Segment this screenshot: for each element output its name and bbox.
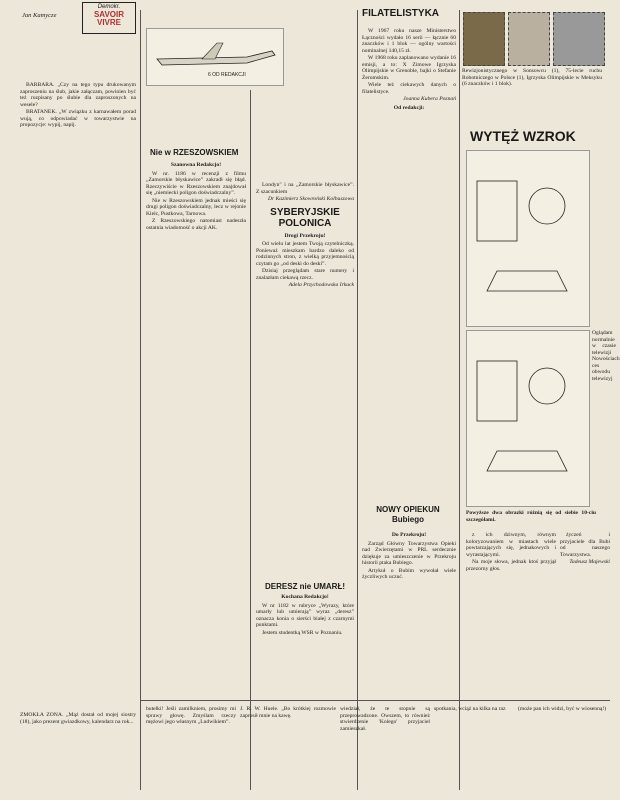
- cartoon-drawing-icon: [467, 331, 589, 506]
- section-title-rzeszow: Nie w RZESZOWSKIEM: [150, 148, 239, 157]
- author-name: Jan Kamycze: [22, 12, 57, 19]
- column-right-edge: Oglądam normalnie w czasie telewizji Nowościach ces obwodu telewizyj: [592, 330, 620, 382]
- paragraph: W 1968 roku zaplanowano wydanie 16 emisji, a to: X Zimowe Igrzyska Olimpijskie w Grenoble, bajki o Stefanie Żeromskim.: [362, 55, 456, 81]
- section-title-deresz: DERESZ nie UMARŁ!: [265, 582, 345, 591]
- paragraph: Artykuł o Bubim wywołał wiele życzliwych uczuć.: [362, 567, 456, 581]
- bottom-paragraph: (może pan ich widzi, być w wiosenną!): [518, 706, 607, 712]
- section-title-filatelistyka: FILATELISTYKA: [362, 8, 440, 19]
- signature: Adela Przychodowska Irkuck: [288, 282, 354, 289]
- column-tag: Demokr.: [97, 4, 121, 10]
- paragraph: W nr 1182 w rubryce „Wyrazy, które umarły lub umierają” wyraz „deresz” oznacza konia o sierści białej z czarnymi punktami.: [256, 602, 354, 629]
- cartoon-drawing-icon: [467, 151, 589, 326]
- paragraph: Wiele też ciekawych danych o filatelistyce.: [362, 82, 456, 95]
- paragraph: Nie w Rzeszowskiem jednak mieści się drugi poligon doświadczalny, lecz w rejonie Kielc, Pustkowa, Tarnowa.: [146, 197, 246, 217]
- bottom-paragraph: butelki! Jeśli zamilkniem, prosimy mi sprawy głowę. Zmyślam rzeczy mężowi jego własnym „Ludwikiem”.: [146, 706, 236, 726]
- stamp-image: [463, 12, 505, 66]
- spot-the-difference-bottom: [466, 330, 590, 507]
- section-title-wytez-wzrok: WYTĘŻ WZROK: [470, 128, 576, 144]
- letter-barbara: BARBARA. „Czy na tego typu drukowanym zaproszeniu na ślub, jakie załączam, powinien być też rozpisany po ślubie dla zaproszonych na wesele?: [20, 82, 136, 108]
- letter-zmokla-zona: ZMOKŁA ZONA. „Mąż dostał od mojej siostry (18), jako prezent gwiazdkowy, kalendarz na rok...: [20, 712, 136, 725]
- editorial-label: 6 OD REDAKCJI: [208, 72, 246, 78]
- salutation: Drogi Przekroju!: [284, 232, 326, 239]
- section-title-bubi: NOWY OPIEKUN Bubiego: [376, 505, 440, 524]
- paragraph: Jestem studentką WSR w Poznaniu.: [262, 629, 343, 636]
- signature: Tadeusz Majewski: [569, 559, 610, 566]
- column-stamps-list: Rewizjonistycznego w Sonsowcu (1), 75-lecie ruchu Robotniczego w Polsce (1), Igrzyska Olimpijskie w Meksyku (6 znaczków i 1 blok).: [462, 68, 602, 88]
- column-divider: [459, 10, 460, 790]
- paragraph: Londyn" i na „Zamorskie błyskawice”. Z szacunkiem: [256, 182, 354, 195]
- bottom-paragraph: J. R. W. Huele. „Bo krótkiej rozmowie zaprosił mnie na kawę.: [240, 706, 336, 719]
- stamp-image: [508, 12, 550, 66]
- bottom-paragraph: wiedział, że te stopnie są przeprowadzone. Owszem, to również stwierdzenie 'Kolego' przyjaciel zamieszkał.: [340, 706, 430, 732]
- paragraph: z ich dziwnym, równym koloryzowaniem w miastach wiele powtarzających się, jednakowych i wyrastającymi.: [466, 532, 556, 558]
- column-rzeszow: [146, 162, 246, 792]
- stamp-image: [553, 12, 605, 66]
- section-title-syberyjskie: SYBERYJSKIE POLONICA: [270, 206, 340, 229]
- bottom-divider: [140, 700, 610, 701]
- paragraph: Z Rzeszowskiego natomiast nadeszła ostatnia wiadomość o akcji AK.: [146, 218, 246, 231]
- spot-the-difference-top: [466, 150, 590, 327]
- paragraph: W nr. 1186 w recenzji z filmu „Zamorskie błyskawice” zakradł się błąd. Rzeczywiście w Rzeszowskiem znajdował się „niemiecki poligon doświadczalny”.: [146, 170, 246, 197]
- paragraph: Zarząd Główny Towarzystwa Opieki nad Zwierzętami w PRL serdecznie dziękuje za umieszczenie w Przekroju historii ptaka Bubiego.: [362, 540, 456, 567]
- signature: Dr Kazimierz Skowroński Kolbuszowa: [267, 196, 354, 203]
- letter-bratanek: BRATANEK. „W związku z karnawałem porad wują, co odpowiadać w towarzystwie na propozycje: wypij, napij.: [20, 109, 136, 129]
- salutation: Kochana Redakcjo!: [281, 594, 329, 600]
- savoir-vivre-badge: [82, 2, 136, 34]
- editor-note: Od redakcji:: [393, 105, 425, 112]
- column-title: SAVOIR VIVRE: [93, 10, 125, 27]
- bottom-paragraph: spotkania, wciąż na kilka na raz: [434, 706, 506, 712]
- paragraph: życzeń i przyjaciele dla Bubi od naszego Towarzystwa.: [560, 532, 610, 558]
- signature: Joanna Kubera Poznań: [403, 96, 456, 103]
- paragraph: W 1967 roku nasze Ministerstwo Łączności wydało 16 serii — łącznie 60 znaczków i 1 blok — ogólny wartości nominalnej 140,15 zł.: [362, 28, 456, 54]
- column-divider: [250, 90, 251, 790]
- column-divider: [140, 10, 141, 790]
- column-syberyjskie: [256, 182, 354, 582]
- salutation: Szanowna Redakcjo!: [170, 162, 222, 168]
- paragraph: Na moje słowa, jednak ktoś przyjął przezorny głos.: [466, 559, 556, 572]
- puzzle-caption: Powyższe dwa obrazki różnią się od siebie 10-ciu szczegółami.: [466, 510, 596, 523]
- column-savoir-vivre: [20, 82, 136, 652]
- column-filatelistyka: [362, 28, 456, 318]
- paragraph: Od wielu lat jestem Twoją czytelniczką. Ponieważ mieszkam bardzo daleko od rodzinnych stron, z wielką przyjemnością czytam go „od deski do deski”.: [256, 241, 354, 267]
- salutation: Do Przekroju!: [391, 532, 427, 538]
- column-divider: [357, 10, 358, 790]
- paragraph: Dzisiaj przeglądam stare numery i znalazłam ciekawą rzecz.: [256, 268, 354, 281]
